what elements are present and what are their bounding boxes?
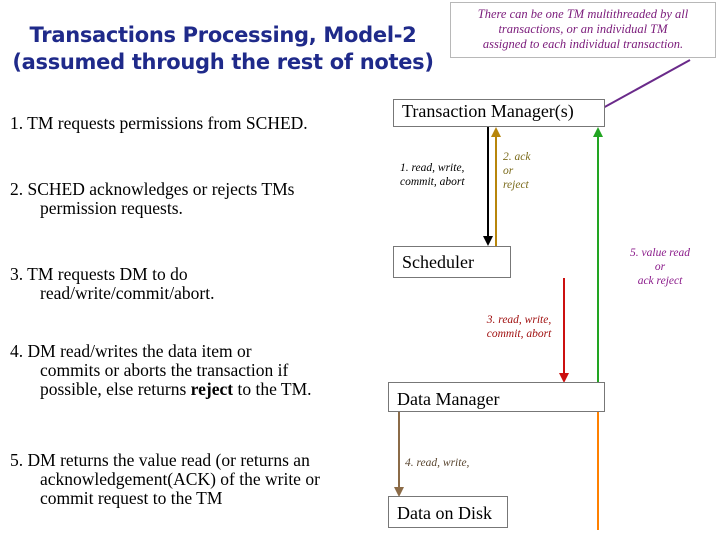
transaction-manager-box <box>393 99 605 127</box>
dm-box-label: Data Manager <box>397 389 500 409</box>
step-4-line-3-pre: possible, else returns <box>40 379 191 399</box>
arrow-1-label-line-1: 1. read, write, <box>400 162 465 174</box>
step-4-line-1: 4. DM read/writes the data item or <box>10 341 252 361</box>
arrow-1-label-line-2: commit, abort <box>400 176 465 188</box>
arrow-2-label-line-3: reject <box>503 179 529 191</box>
step-1-line-1: 1. TM requests permissions from SCHED. <box>10 113 308 133</box>
arrow-1-label <box>400 161 465 189</box>
step-2-line-2: permission requests. <box>40 198 183 218</box>
step-4-line-2: commits or aborts the transaction if <box>40 360 289 380</box>
data-manager-box <box>388 382 605 412</box>
step-4-line-3-post: to the TM. <box>233 379 312 399</box>
title-line-1: Transactions Processing, Model-2 <box>29 23 417 47</box>
arrow-2-label <box>503 150 530 192</box>
note-line-1: There can be one TM multithreaded by all <box>477 7 689 21</box>
data-on-disk-box <box>388 496 508 528</box>
step-5-line-1: 5. DM returns the value read (or returns an <box>10 450 310 470</box>
step-3-line-1: 3. TM requests DM to do <box>10 264 188 284</box>
note-line-3: assigned to each individual transaction. <box>482 37 684 51</box>
arrow-4-label <box>405 456 469 470</box>
arrow-5-label-line-2: or <box>654 261 666 273</box>
arrow-4-label-line-1: 4. read, write, <box>405 457 470 469</box>
arrow-5-label-line-1: 5. value read <box>630 247 690 259</box>
note-line-2: transactions, or an individual TM <box>498 22 668 36</box>
scheduler-box-label: Scheduler <box>402 252 474 272</box>
arrow-2-label-line-1: 2. ack <box>503 151 531 163</box>
arrow-3-label-line-2: commit, abort <box>486 328 552 340</box>
title-line-2: (assumed through the rest of notes) <box>12 50 434 74</box>
reject-keyword: reject <box>190 379 234 399</box>
step-5-line-3: commit request to the TM <box>40 488 223 508</box>
step-2-line-1: 2. SCHED acknowledges or rejects TMs <box>10 179 295 199</box>
arrow-5-label <box>606 246 714 288</box>
arrow-2-label-line-2: or <box>503 165 514 177</box>
step-5-line-2: acknowledgement(ACK) of the write or <box>40 469 320 489</box>
arrow-3-label <box>474 313 564 341</box>
arrow-5-label-line-3: ack reject <box>637 275 683 287</box>
step-3-line-2: read/write/commit/abort. <box>40 283 215 303</box>
disk-box-label: Data on Disk <box>397 503 492 523</box>
tm-box-label: Transaction Manager(s) <box>402 101 574 121</box>
scheduler-box <box>393 246 511 278</box>
arrow-3-label-line-1: 3. read, write, <box>486 314 552 326</box>
